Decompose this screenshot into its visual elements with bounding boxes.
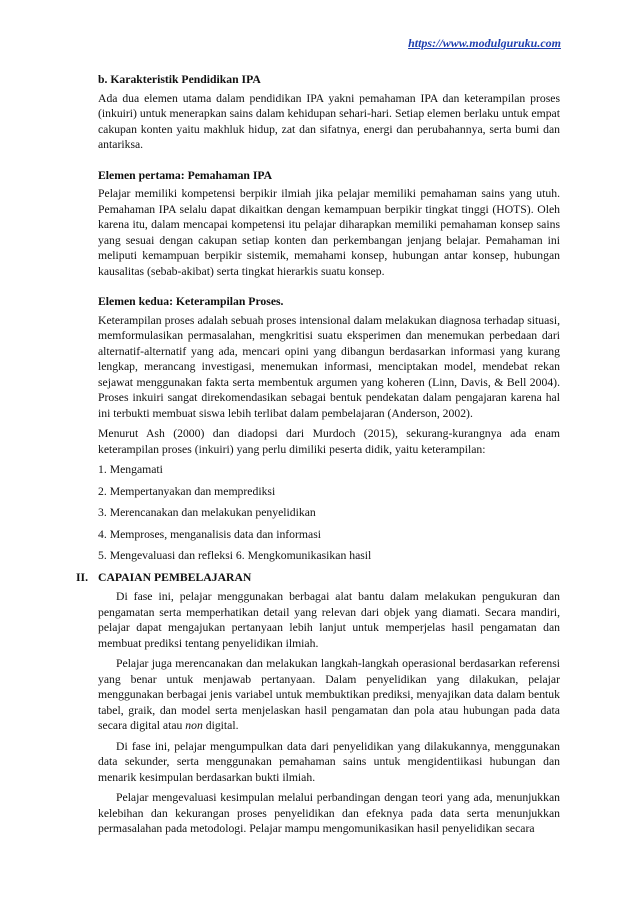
element1-paragraph: Pelajar memiliki kompetensi berpikir ilmiah jika pelajar memiliki pemahaman sains yang utuh. Pemahaman IPA selalu dapat dikaitkan dengan kemampuan berpikir tingkat tinggi (HOTS). Oleh karena itu, dalam mencapai kompetensi itu pelajar diharapkan memiliki pemahaman konsep sains yang sesuai dengan cakupan setiap konten dan perkembangan jenjang belajar. Pemahaman ini meliputi kemampuan berpikir sistemik, memahami konsep, hubungan antar konsep, hubungan kausalitas (sebab-akibat) serta tingkat hierarkis suatu konsep. (98, 187, 560, 278)
section-b-heading: b. Karakteristik Pendidikan IPA (98, 73, 261, 86)
list-item-5: 5. Mengevaluasi dan refleksi 6. Mengkomunikasikan hasil (98, 549, 372, 562)
section-2-heading (76, 570, 560, 586)
list-item-4: 4. Memproses, menganalisis data dan informasi (98, 527, 321, 541)
section-2-paragraph-2 (98, 656, 560, 734)
section-2-paragraph-1: Di fase ini, pelajar menggunakan berbagai alat bantu dalam melakukan pengukuran dan pengamatan serta memperhatikan detail yang relevan dari objek yang diamati. Secara mandiri, pelajar dapat mengajukan pertanyaan lebih lanjut untuk memperjelas hasil pengamatan dan membuat prediksi tentang penyelidikan ilmiah. (98, 590, 560, 650)
element2-heading: Elemen kedua: Keterampilan Proses. (98, 295, 284, 308)
section-2-paragraph-2-text: Pelajar juga merencanakan dan melakukan langkah-langkah operasional berdasarkan referensi yang benar untuk menjawab pertanyaan. Dalam penyelidikan yang dilakukan, pelajar menggunakan berbagai jenis variabel untuk membuktikan prediksi, menyajikan data dalam bentuk tabel, graik, dan model serta menjelaskan hasil pengamatan dan pola atau hubungan pada data secara digital atau (98, 657, 560, 732)
section-2-paragraph-2-end: digital. (202, 719, 239, 732)
page-content (76, 72, 560, 837)
list-item-3: 3. Merencanakan dan melakukan penyelidikan (98, 506, 316, 519)
element2-paragraph-2: Menurut Ash (2000) dan diadopsi dari Murdoch (2015), sekurang-kurangnya ada enam keterampilan proses (inkuiri) yang perlu dimiliki peserta didik, yaitu keterampilan: (98, 427, 560, 456)
list-item-2: 2. Mempertanyakan dan memprediksi (98, 484, 276, 498)
element2-paragraph-1: Keterampilan proses adalah sebuah proses intensional dalam melakukan diagnosa terhadap situasi, memformulasikan permasalahan, mengkritisi suatu eksperimen dan menemukan perbedaan dari alternatif-alternatif yang ada, mencari opini yang dibangun berdasarkan informasi yang kurang lengkap, merancang investigasi, menemukan informasi, menciptakan model, mendebat rekan sejawat menggunakan fakta serta membentuk argumen yang koheren (Linn, Davis, & Bell 2004). Proses inkuiri sangat direkomendasikan sebagai bentuk pendekatan dalam pengajaran karena hal ini terbukti membuat siswa lebih terlibat dalam pembelajaran (Anderson, 2002). (98, 313, 560, 420)
section-2-paragraph-4: Pelajar mengevaluasi kesimpulan melalui perbandingan dengan teori yang ada, menunjukkan kelebihan dan kekurangan proses penyelidikan dan efeknya pada data serta menunjukkan permasalahan pada metodologi. Pelajar mampu mengomunikasikan hasil penyelidikan secara (98, 791, 560, 835)
list-item-1: 1. Mengamati (98, 463, 163, 476)
header-url-link[interactable]: https://www.modulguruku.com (408, 36, 561, 50)
section-2-number: II. (76, 570, 89, 584)
section-2-paragraph-2-italic: non (185, 719, 203, 732)
section-2-title: CAPAIAN PEMBELAJARAN (98, 570, 252, 584)
section-2-paragraph-3: Di fase ini, pelajar mengumpulkan data dari penyelidikan yang dilakukannya, menggunakan data sekunder, serta menggunakan pemahaman sains untuk mengidentiikasi hubungan dan menarik kesimpulan berdasarkan bukti ilmiah. (98, 739, 560, 784)
element1-heading: Elemen pertama: Pemahaman IPA (98, 168, 273, 182)
section-b-paragraph: Ada dua elemen utama dalam pendidikan IPA yakni pemahaman IPA dan keterampilan proses (inkuiri) untuk menerapkan sains dalam kehidupan sehari-hari. Setiap elemen berlaku untuk empat cakupan konten yaitu makhluk hidup, zat dan sifatnya, energi dan perubahannya, serta bumi dan antariksa. (98, 91, 560, 151)
